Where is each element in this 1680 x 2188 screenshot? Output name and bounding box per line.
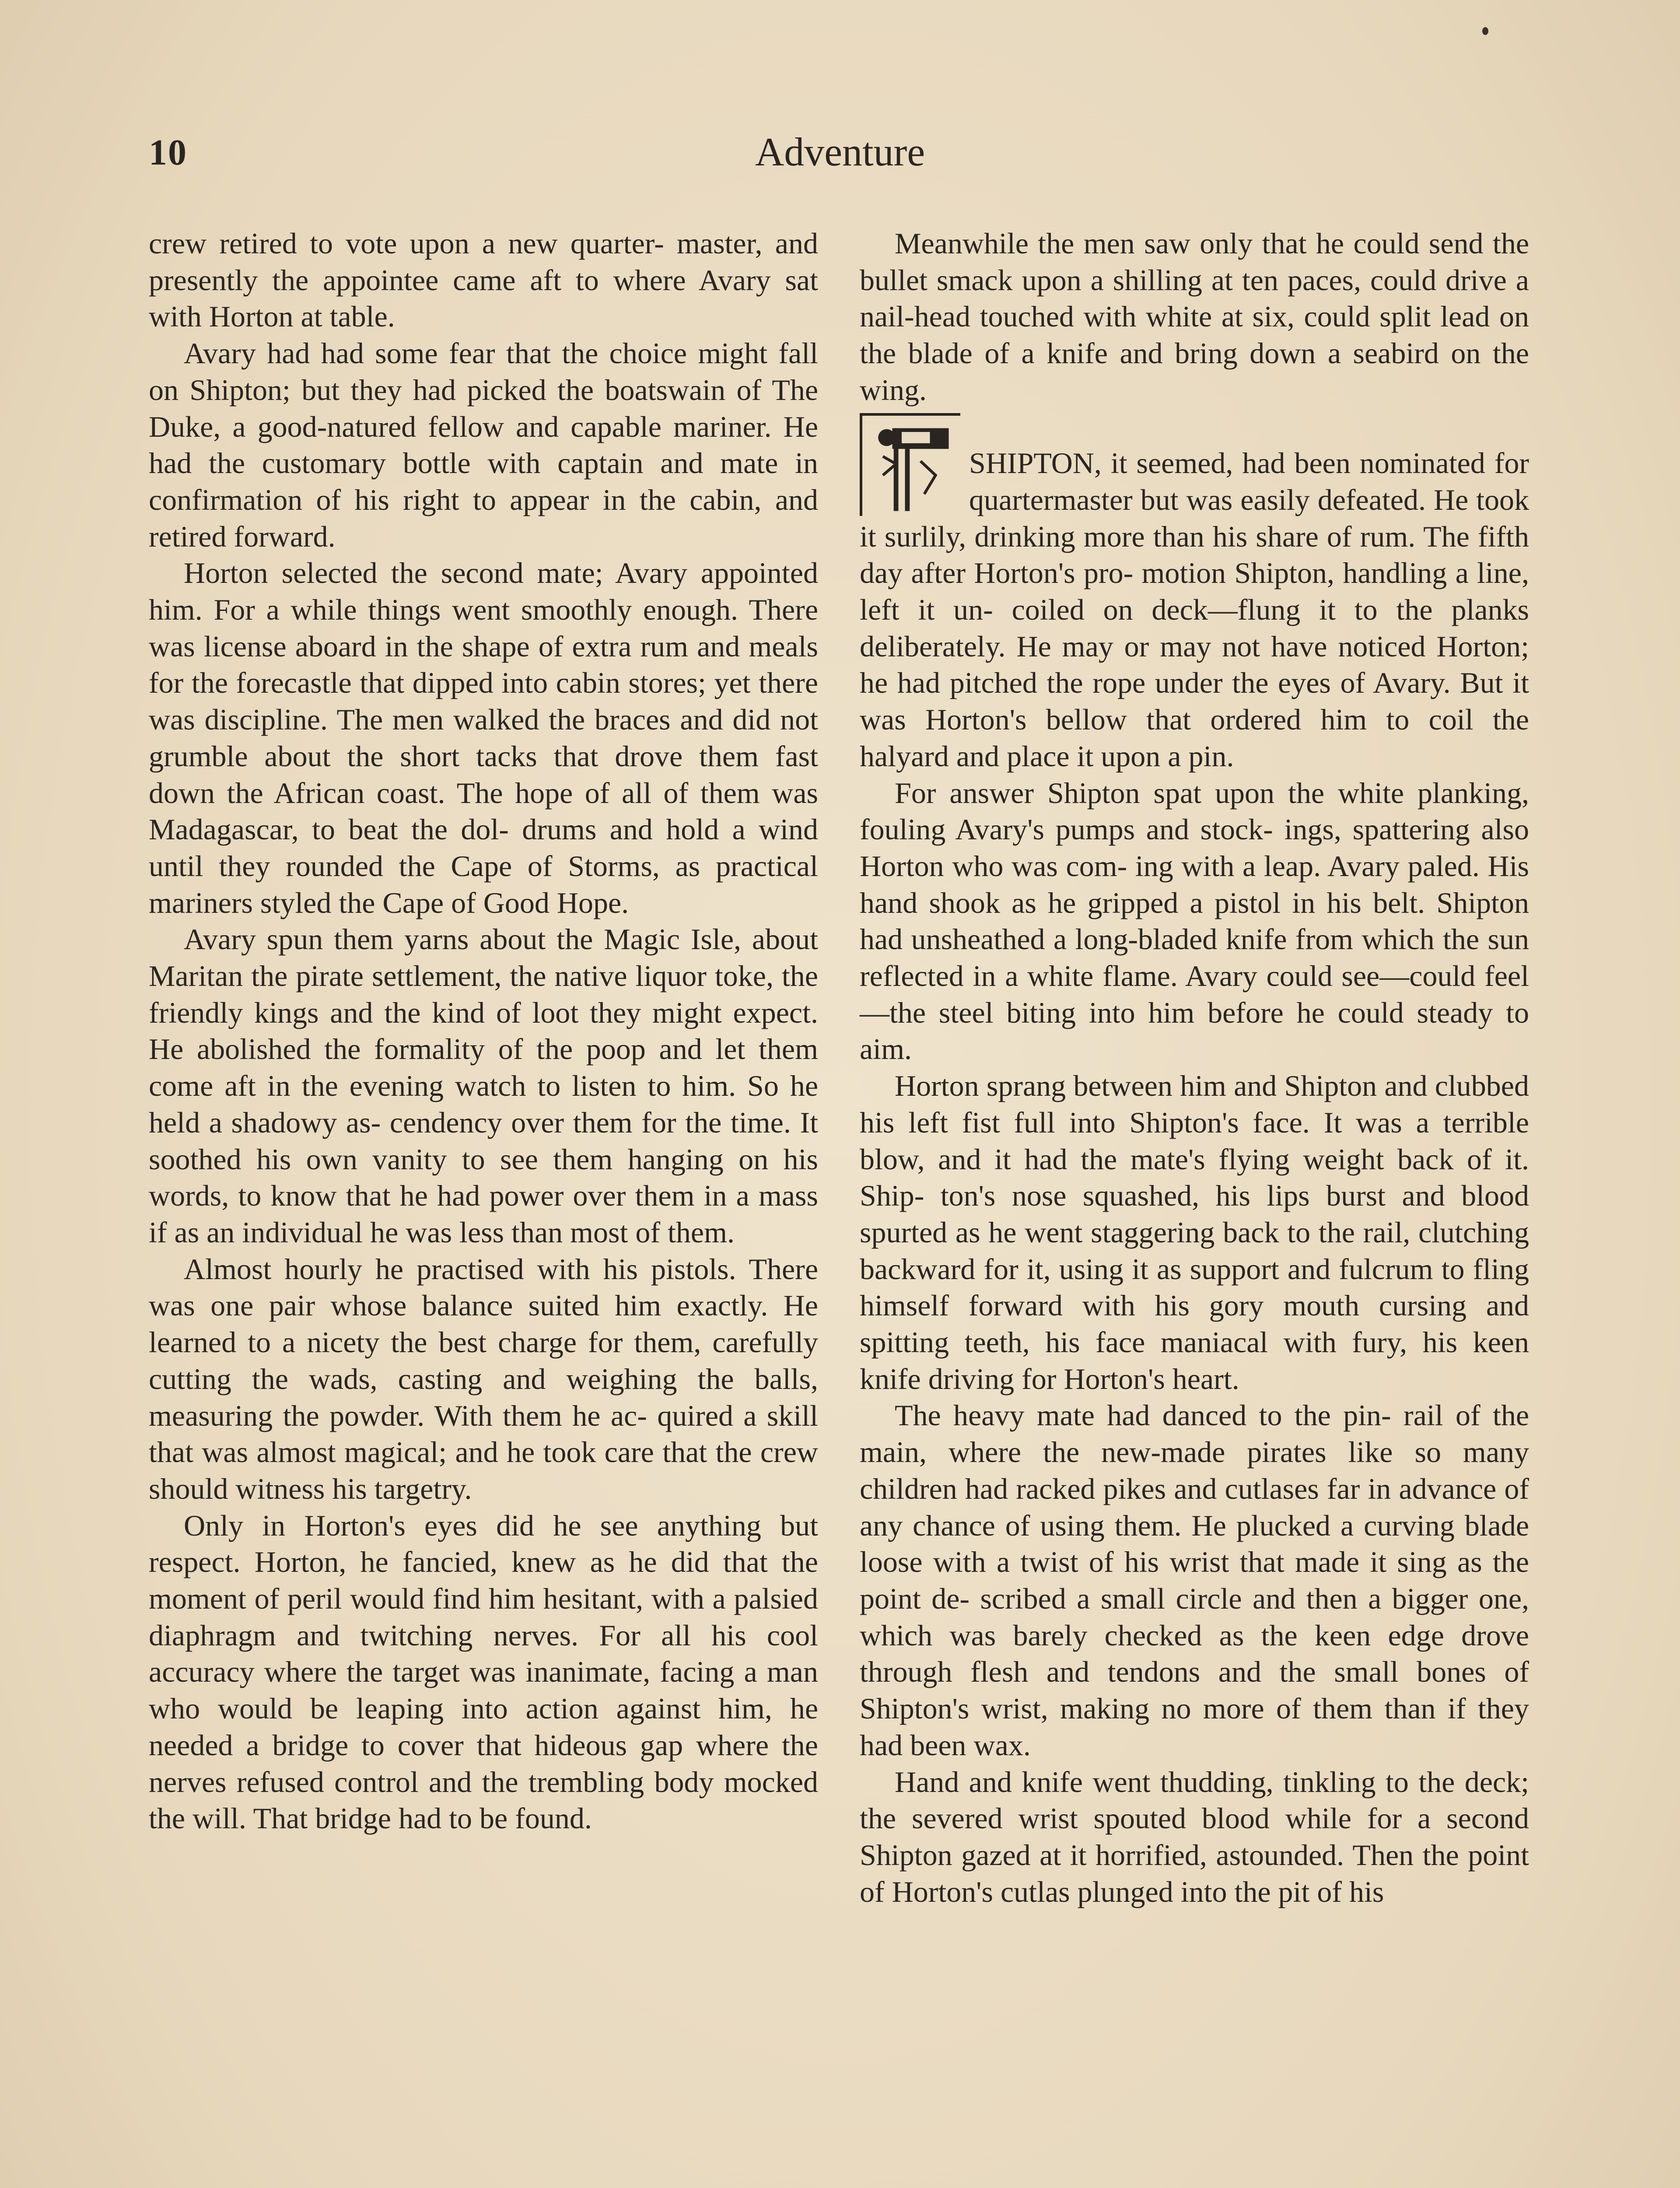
illustrated-drop-cap-icon xyxy=(860,413,960,516)
paragraph: Only in Horton's eyes did he see anything but respect. Horton, he fancied, knew as he did that the moment of peril would find him hesitant, with a palsied diaphragm and twitching nerves. For all his cool accuracy where the target was inanimate, facing a man who would be leaping into action against him, he needed a bridge to cover that hideous gap where the nerves refused control and the trembling body mocked the will. That bridge had to be found. xyxy=(149,1508,818,1835)
left-column xyxy=(149,225,818,1837)
paragraph: Hand and knife went thudding, tinkling to the deck; the severed wrist spouted blood while for a second Shipton gazed at it horrified, astounded. Then the point of Horton's cutlas plunged into the pit of his xyxy=(860,1765,1529,1908)
paragraph: Horton selected the second mate; Avary appointed him. For a while things went smoothly enough. There was license aboard in the shape of extra rum and meals for the forecastle that dipped into cabin stores; yet there was discipline. The men walked the braces and did not grumble about the short tacks that drove them fast down the African coast. The hope of all of them was Madagascar, to beat the dol- drums and hold a wind until they rounded the Cape of Storms, as practical mariners styled the Cape of Good Hope. xyxy=(149,556,818,919)
ink-speck xyxy=(1482,27,1488,35)
paragraph: Horton sprang between him and Shipton and clubbed his left fist full into Shipton's face. It was a terrible blow, and it had the mate's flying weight back of it. Ship- ton's nose squashed, his lips burst and blood spurted as he went staggering back to the rail, clutching backward for it, using it as support and fulcrum to fling himself forward with his gory mouth cursing and spitting teeth, his face maniacal with fury, his keen knife driving for Horton's heart. xyxy=(860,1069,1529,1396)
paragraph: Meanwhile the men saw only that he could send the bullet smack upon a shilling at ten paces, could drive a nail-head touched with white at six, could split lead on the blade of a knife and bring down a seabird on the wing. xyxy=(860,227,1529,407)
paragraph: crew retired to vote upon a new quarter- master, and presently the appointee came aft to where Avary sat with Horton at table. xyxy=(149,227,818,333)
magazine-title: Adventure xyxy=(755,130,925,174)
page-number: 10 xyxy=(149,132,187,173)
paragraph: Avary spun them yarns about the Magic Isle, about Maritan the pirate settlement, the native liquor toke, the friendly kings and the kind of loot they might expect. He abolished the formality of the poop and let them come aft in the evening watch to listen to him. So he held a shadowy as- cendency over them for the time. It soothed his own vanity to see them hanging on his words, to know that he had power over them in a mass if as an individual he was less than most of them. xyxy=(149,922,818,1249)
flag-pole-icon xyxy=(864,417,958,515)
paragraph: Avary had had some fear that the choice might fall on Shipton; but they had picked the boatswain of The Duke, a good-natured fellow and capable mariner. He had the customary bottle with captain and mate in confirmation of his right to appear in the cabin, and retired forward. xyxy=(149,337,818,553)
paragraph: Almost hourly he practised with his pistols. There was one pair whose balance suited him exactly. He learned to a nicety the best charge for them, carefully cutting the wads, casting and weighing the balls, measuring the powder. With them he ac- quired a skill that was almost magical; and he took care that the crew should witness his targetry. xyxy=(149,1252,818,1505)
paragraph: SHIPTON, it seemed, had been nominated for quartermaster but was easily defeated. He took it surlily, drinking more than his share of rum. The fifth day after Horton's pro- motion Shipton, handling a line, left it un- coiled on deck—flung it to the planks deliberately. He may or may not have noticed Horton; he had pitched the rope under the eyes of Avary. But it was Horton's bellow that ordered him to coil the halyard and place it upon a pin. xyxy=(860,446,1529,773)
right-column xyxy=(860,225,1529,1910)
paragraph: The heavy mate had danced to the pin- rail of the main, where the new-made pirates like so many children had racked pikes and cutlases far in advance of any chance of using them. He plucked a curving blade loose with a twist of his wrist that made it sing as the point de- scribed a small circle and then a bigger one, which was barely checked as the keen edge drove through flesh and tendons and the small bones of Shipton's wrist, making no more of them than if they had been wax. xyxy=(860,1399,1529,1762)
paragraph: For answer Shipton spat upon the white planking, fouling Avary's pumps and stock- ings, spattering also Horton who was com- ing with a leap. Avary paled. His hand shook as he gripped a pistol in his belt. Shipton had unsheathed a long-bladed knife from which the sun reflected in a white flame. Avary could see—could feel—the steel biting into him before he could steady to aim. xyxy=(860,776,1529,1066)
running-head xyxy=(149,131,1531,184)
